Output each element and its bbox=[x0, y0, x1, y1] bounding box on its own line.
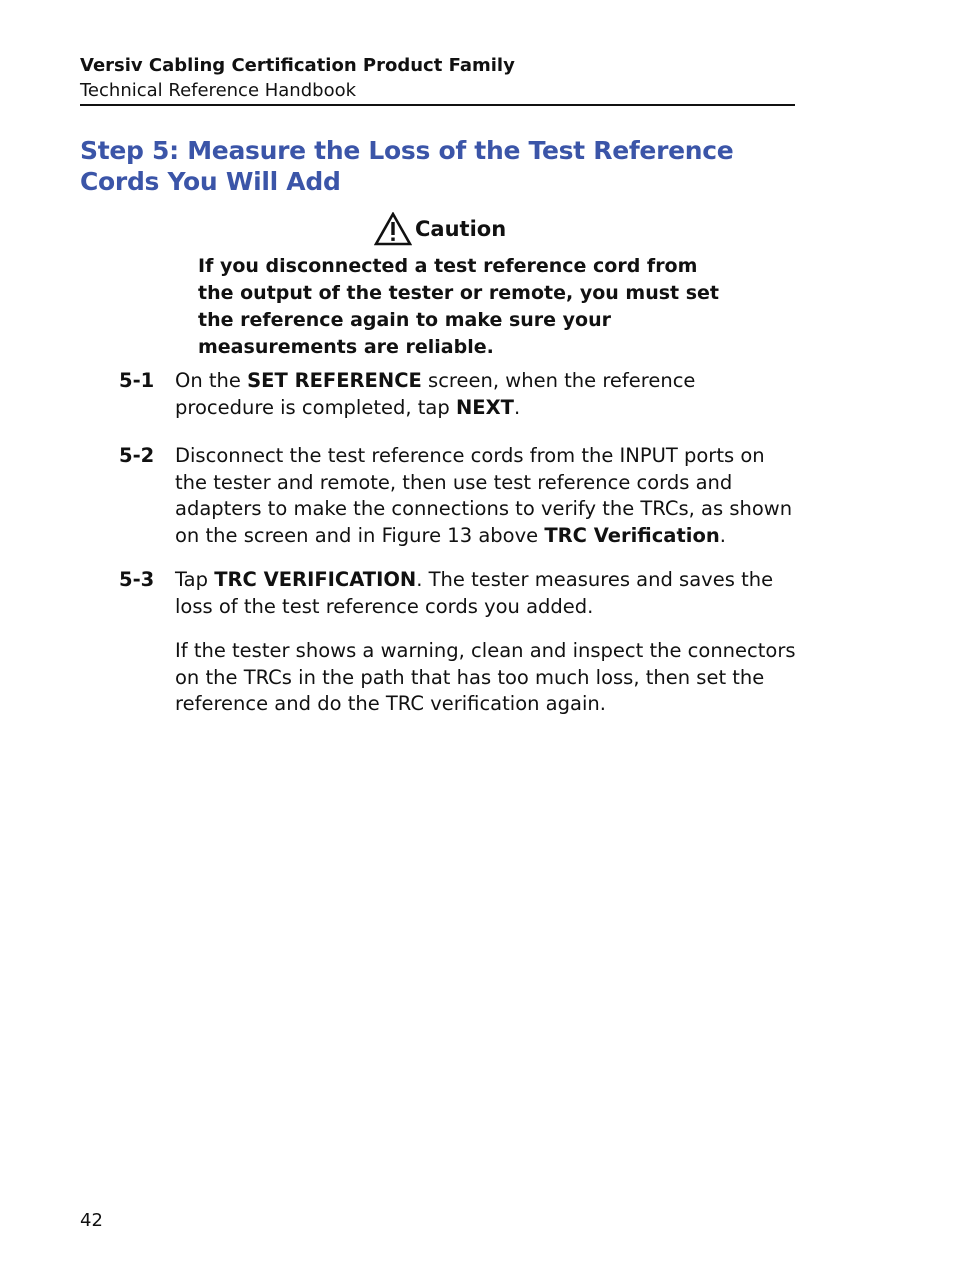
section-title: Step 5: Measure the Loss of the Test Reference Cords You Will Add bbox=[80, 136, 734, 196]
step-number: 5-2 bbox=[119, 444, 155, 467]
step-text-run: On the bbox=[175, 369, 248, 392]
step-item bbox=[119, 567, 799, 620]
running-header bbox=[80, 54, 795, 103]
ui-term: TRC VERIFICATION bbox=[214, 568, 417, 591]
step-text bbox=[175, 567, 799, 620]
warning-triangle-icon bbox=[374, 212, 412, 246]
step-text bbox=[175, 443, 799, 549]
step-number: 5-1 bbox=[119, 369, 155, 392]
caution-heading bbox=[374, 212, 506, 246]
ui-term: TRC Verification bbox=[544, 523, 720, 547]
step-text bbox=[175, 368, 799, 421]
page-number: 42 bbox=[80, 1210, 103, 1231]
step-text-run: Disconnect the test reference cords from the INPUT ports on the tester and remote, then use test reference cords and adapters to make the connections to verify the TRCs, as shown on the screen and in Figure 13 above bbox=[175, 444, 793, 547]
caution-text: If you disconnected a test reference cord from the output of the tester or remote, you must set the reference again to make sure your measurements are reliable. bbox=[198, 255, 720, 358]
product-family-title: Versiv Cabling Certification Product Family bbox=[80, 55, 515, 76]
step-item bbox=[119, 443, 799, 549]
ui-term: NEXT bbox=[455, 395, 514, 419]
handbook-title: Technical Reference Handbook bbox=[80, 80, 357, 101]
warning-note: If the tester shows a warning, clean and inspect the connectors on the TRCs in the path that has too much loss, then set the reference and do the TRC verification again. bbox=[175, 639, 796, 715]
step-number: 5-3 bbox=[119, 568, 155, 591]
step-text-run: screen, when the reference procedure is completed, tap bbox=[175, 369, 696, 419]
step-text-run: Tap bbox=[175, 568, 215, 591]
step-item bbox=[119, 368, 799, 421]
step-text-run: . The tester measures and saves the loss of the test reference cords you added. bbox=[175, 568, 774, 618]
header-divider bbox=[80, 104, 795, 106]
caution-label: Caution bbox=[415, 217, 507, 241]
step-text-run: . bbox=[719, 523, 726, 547]
step-text-run: . bbox=[513, 395, 521, 419]
ui-term: SET REFERENCE bbox=[247, 369, 422, 392]
